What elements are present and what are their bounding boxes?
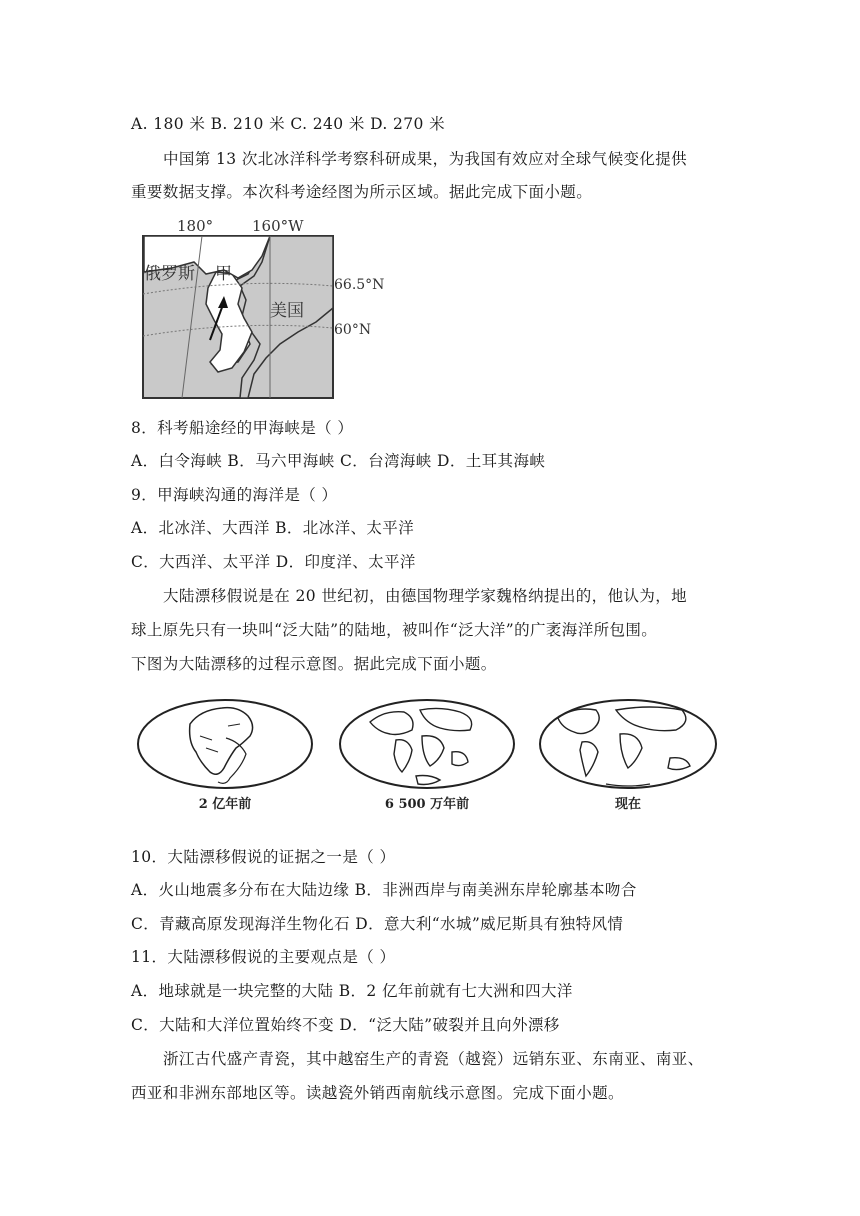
intro-paragraph-2-line-3: 下图为大陆漂移的过程示意图。据此完成下面小题。 (131, 655, 497, 673)
bering-strait-map (120, 212, 400, 402)
globe-200-million-years (138, 700, 312, 788)
label-jia: 甲 (215, 264, 232, 284)
question-9-stem: 9．甲海峡沟通的海洋是（ ） (131, 486, 338, 504)
question-11-options-1: A．地球就是一块完整的大陆 B．2 亿年前就有七大洲和四大洋 (131, 982, 573, 1000)
intro-paragraph-3-line-1: 浙江古代盛产青瓷，其中越窑生产的青瓷（越瓷）远销东亚、东南亚、南亚、 (163, 1050, 704, 1068)
caption-present: 现在 (614, 797, 642, 812)
question-11-options-2: C．大陆和大洋位置始终不变 D．“泛大陆”破裂并且向外漂移 (131, 1016, 560, 1034)
intro-paragraph-2-line-1: 大陆漂移假说是在 20 世纪初，由德国物理学家魏格纳提出的，他认为，地 (163, 587, 688, 605)
question-11-stem: 11．大陆漂移假说的主要观点是（ ） (131, 948, 396, 966)
caption-65-million-years: 6 500 万年前 (384, 797, 470, 812)
label-russia: 俄罗斯 (144, 264, 195, 284)
question-10-options-1: A．火山地震多分布在大陆边缘 B．非洲西岸与南美洲东岸轮廓基本吻合 (131, 881, 637, 899)
question-9-options-1: A．北冰洋、大西洋 B．北冰洋、太平洋 (131, 519, 415, 537)
label-160w: 160°W (252, 217, 304, 235)
label-usa: 美国 (270, 301, 304, 321)
caption-200-million-years: 2 亿年前 (198, 797, 252, 812)
intro-paragraph-1-line-2: 重要数据支撑。本次科考途经图为所示区域。据此完成下面小题。 (131, 183, 593, 201)
question-8-stem: 8．科考船途经的甲海峡是（ ） (131, 419, 354, 437)
label-66-5n: 66.5°N (334, 277, 385, 293)
prev-question-options: A. 180 米 B. 210 米 C. 240 米 D. 270 米 (131, 115, 446, 133)
label-60n: 60°N (334, 322, 372, 338)
question-9-options-2: C．大西洋、太平洋 D．印度洋、太平洋 (131, 553, 416, 571)
intro-paragraph-3-line-2: 西亚和非洲东部地区等。读越瓷外销西南航线示意图。完成下面小题。 (131, 1084, 624, 1102)
label-180: 180° (177, 217, 214, 235)
question-8-options: A．白令海峡 B．马六甲海峡 C．台湾海峡 D．土耳其海峡 (131, 452, 546, 470)
intro-paragraph-1-line-1: 中国第 13 次北冰洋科学考察科研成果，为我国有效应对全球气候变化提供 (163, 150, 688, 168)
globe-65-million-years (340, 700, 514, 788)
question-10-stem: 10．大陆漂移假说的证据之一是（ ） (131, 848, 396, 866)
continental-drift-figure (130, 696, 730, 818)
globe-present (540, 700, 716, 788)
intro-paragraph-2-line-2: 球上原先只有一块叫“泛大陆”的陆地，被叫作“泛大洋”的广袤海洋所包围。 (131, 621, 658, 639)
question-10-options-2: C．青藏高原发现海洋生物化石 D．意大利“水城”威尼斯具有独特风情 (131, 915, 624, 933)
